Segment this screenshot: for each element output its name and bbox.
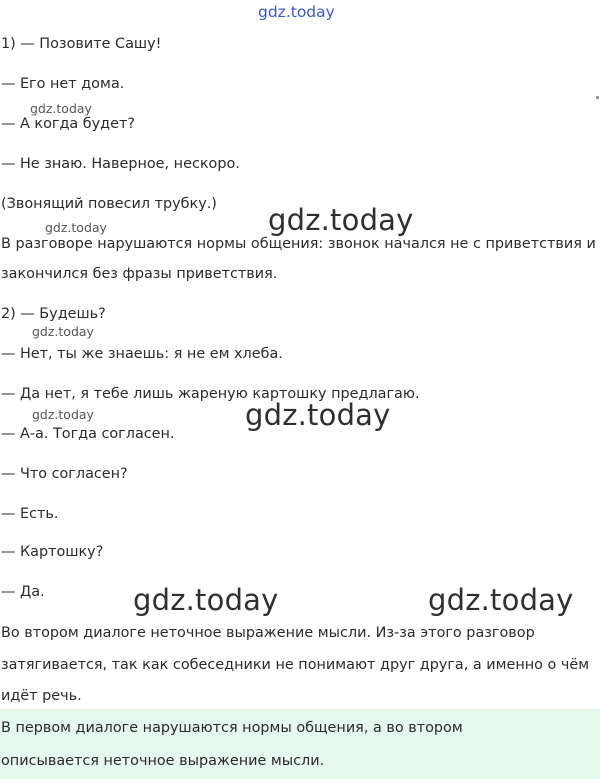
dialog1-line-4: — Не знаю. Наверное, нескоро. <box>1 156 240 172</box>
dialog2-analysis-2: затягивается, так как собеседники не понимают друг друга, а именно о чём <box>1 657 590 673</box>
dialog1-analysis-1: В разговоре нарушаются нормы общения: звонок начался не с приветствия и <box>1 236 596 252</box>
dialog2-line-2: — Нет, ты же знаешь: я не ем хлеба. <box>1 346 283 362</box>
dialog1-line-2: — Его нет дома. <box>1 76 125 92</box>
watermark-small: gdz.today <box>32 407 94 422</box>
dialog1-line-3: — А когда будет? <box>1 116 135 132</box>
dialog2-line-4: — А-а. Тогда согласен. <box>1 426 175 442</box>
watermark-small: gdz.today <box>45 220 107 235</box>
watermark-big: gdz.today <box>268 203 414 237</box>
dialog1-line-1: 1) — Позовите Сашу! <box>1 36 162 52</box>
dialog2-line-7: — Картошку? <box>1 544 104 560</box>
conclusion-line-1: В первом диалоге нарушаются нормы общения, а во втором <box>1 720 463 736</box>
scan-dot <box>596 96 599 99</box>
dialog2-line-6: — Есть. <box>1 506 59 522</box>
dialog2-analysis-1: Во втором диалоге неточное выражение мысли. Из-за этого разговор <box>1 625 535 641</box>
dialog1-note: (Звонящий повесил трубку.) <box>1 196 217 212</box>
watermark-top: gdz.today <box>258 3 335 21</box>
watermark-small: gdz.today <box>32 324 94 339</box>
dialog2-analysis-3: идёт речь. <box>1 688 82 704</box>
watermark-big: gdz.today <box>428 583 574 617</box>
watermark-small: gdz.today <box>30 101 92 116</box>
dialog2-line-5: — Что согласен? <box>1 466 128 482</box>
dialog2-line-8: — Да. <box>1 584 45 600</box>
watermark-big: gdz.today <box>245 398 391 432</box>
conclusion-line-2: описывается неточное выражение мысли. <box>1 753 325 769</box>
dialog1-analysis-2: закончился без фразы приветствия. <box>1 266 278 282</box>
dialog2-line-3: — Да нет, я тебе лишь жареную картошку предлагаю. <box>1 386 420 402</box>
watermark-big: gdz.today <box>133 583 279 617</box>
dialog2-line-1: 2) — Будешь? <box>1 306 106 322</box>
